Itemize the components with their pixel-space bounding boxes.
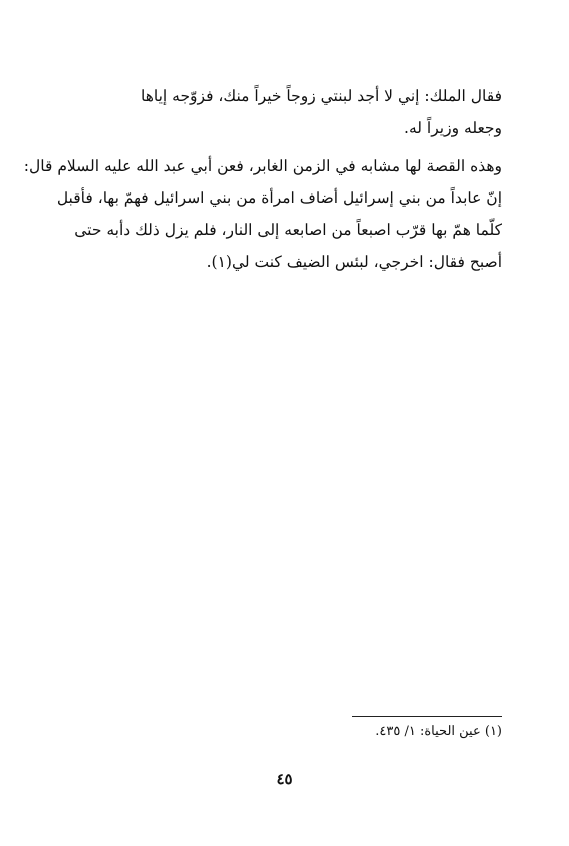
text-line: وجعله وزيراً له. [404,119,502,137]
paragraph-worshipper-story [23,150,502,278]
page-number: ٤٥ [276,770,293,788]
footnote: (١) عين الحياة: ١/ ٤٣٥. [375,724,502,739]
text-line: كلّما همّ بها قرّب اصبعاً من اصابعه إلى النار، فلم يزل ذلك دأبه حتى [74,221,502,239]
footnote-divider [352,716,502,717]
paragraph-king-marriage [68,80,502,144]
text-line: إنّ عابداً من بني إسرائيل أضاف امرأة من بني اسرائيل فهمّ بها، فأقبل [56,189,502,207]
text-line: فقال الملك: إني لا أجد لبنتي زوجاً خيراً منك، فزوّجه إياها [140,87,502,105]
text-line: أصبح فقال: اخرجي، لبئس الضيف كنت لي(١). [206,253,502,271]
text-line: وهذه القصة لها مشابه في الزمن الغابر، فعن أبي عبد الله عليه السلام قال: [23,157,502,175]
